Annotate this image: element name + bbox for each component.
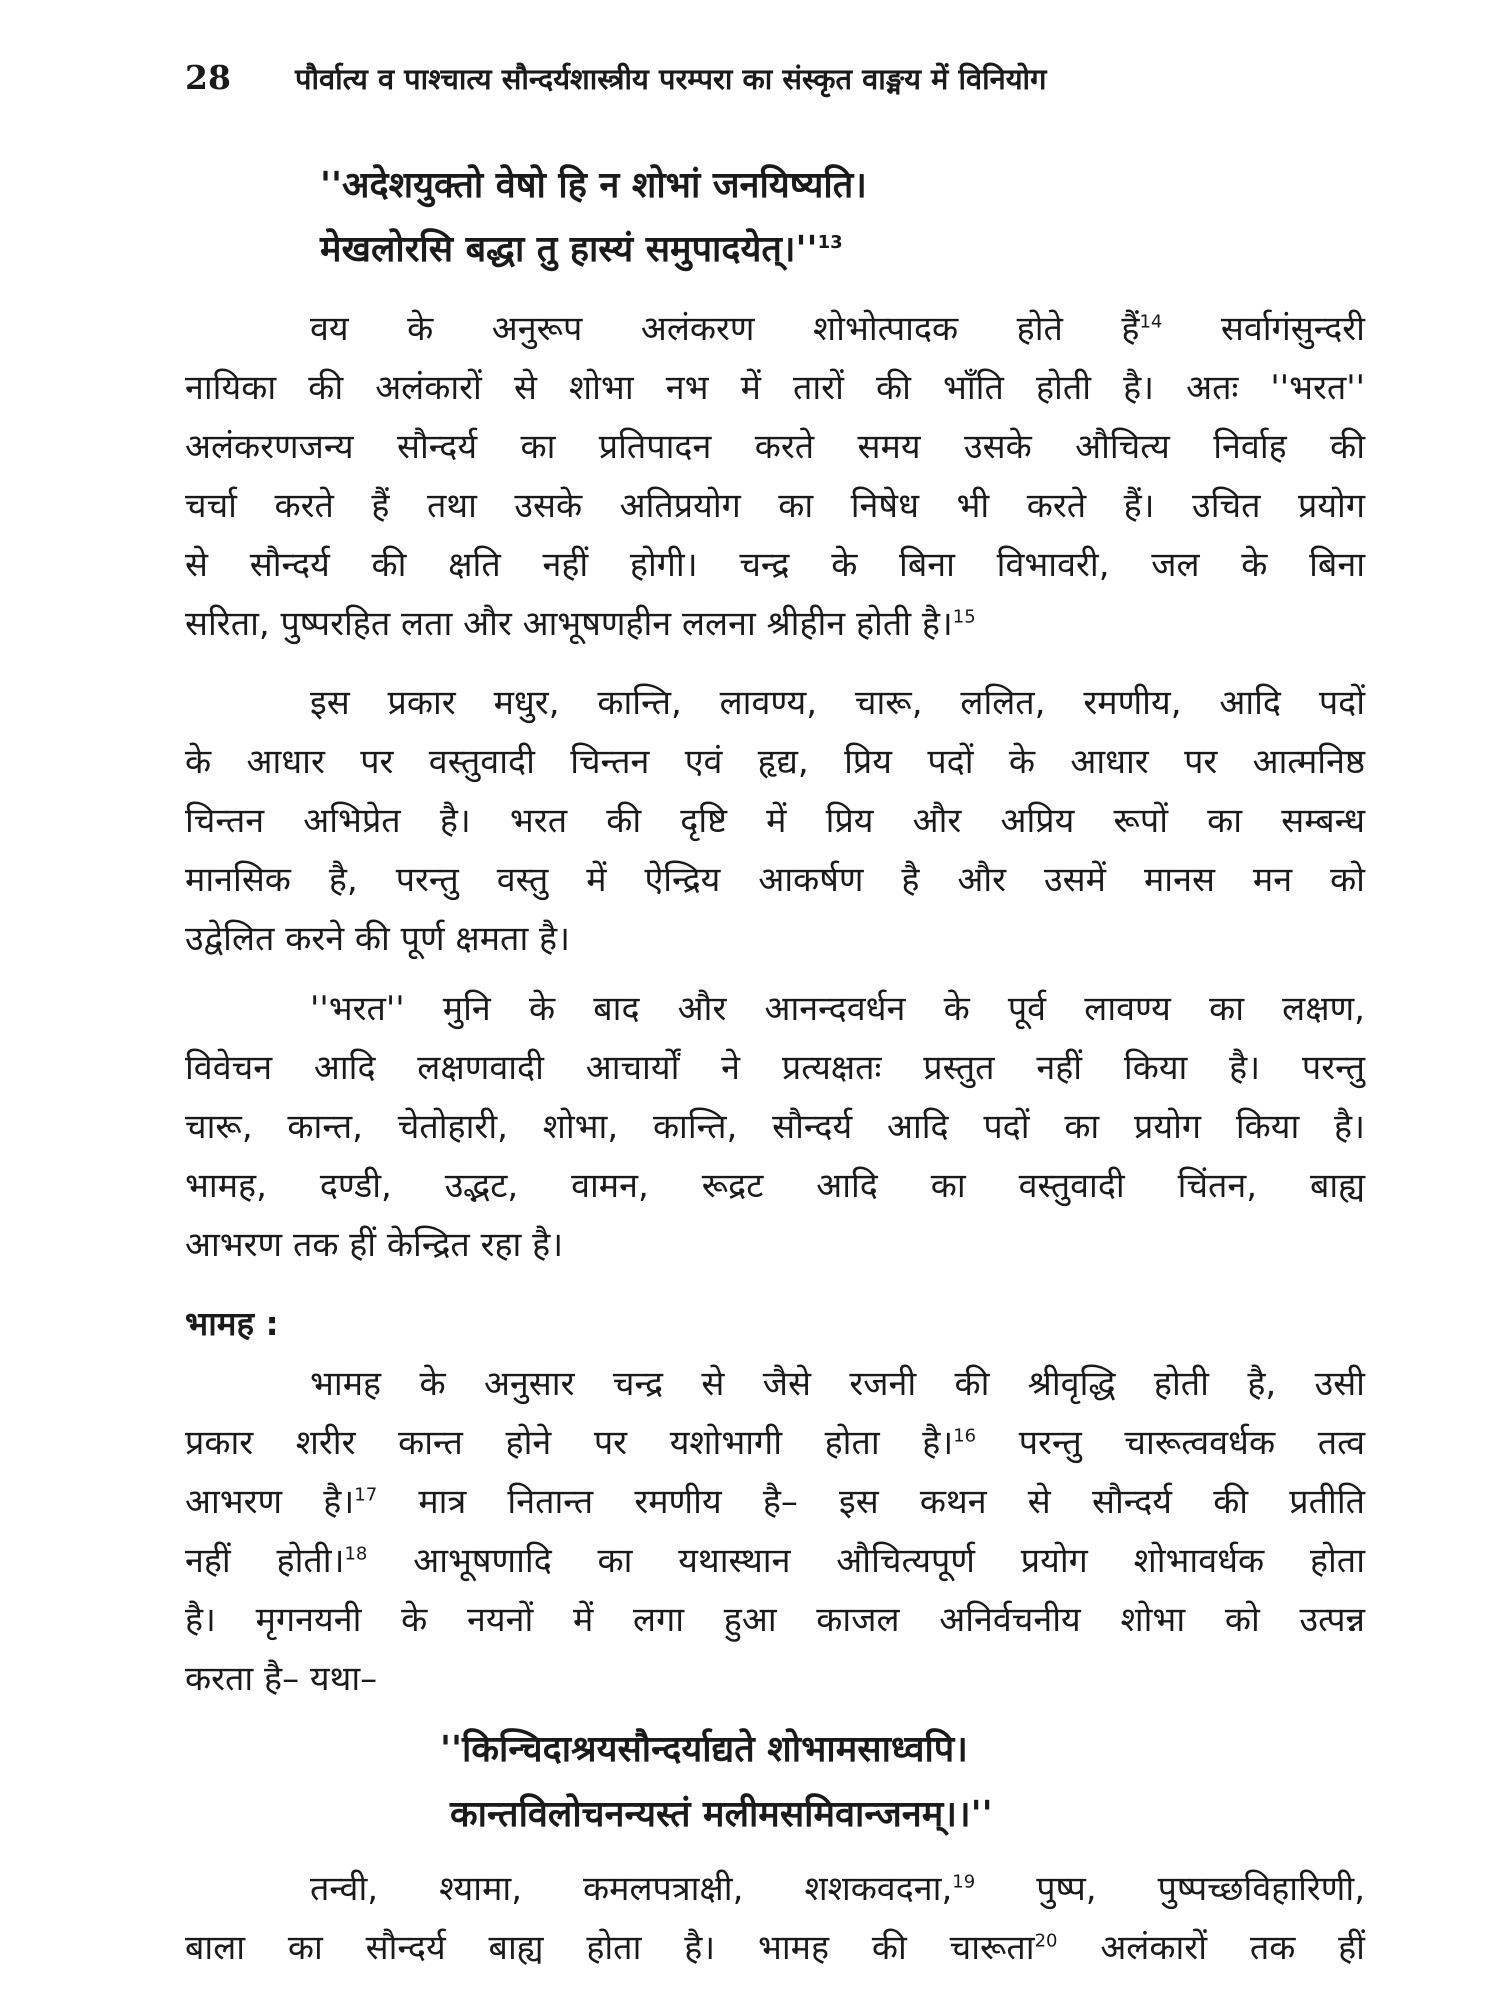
footnote-ref: 17 bbox=[354, 1484, 378, 1506]
verse-line bbox=[440, 1729, 968, 1770]
text-line: इस प्रकार मधुर, कान्ति, लावण्य, चारू, ललित, रमणीय, आदि पदों bbox=[310, 683, 1365, 723]
section-heading: भामह : bbox=[185, 1304, 279, 1343]
footnote-ref: 18 bbox=[344, 1543, 368, 1565]
footnote-ref: 15 bbox=[952, 606, 976, 628]
text-line: है। मृगनयनी के नयनों में लगा हुआ काजल अनिर्वचनीय शोभा को उत्पन्न bbox=[185, 1600, 1365, 1640]
text-line: से सौन्दर्य की क्षति नहीं होगी। चन्द्र के बिना विभावरी, जल के बिना bbox=[185, 545, 1366, 585]
footnote-ref: 19 bbox=[952, 1871, 976, 1893]
footnote-ref: 16 bbox=[953, 1425, 977, 1447]
paragraph bbox=[185, 674, 1365, 969]
text-line: बाला का सौन्दर्य बाह्य होता है। भामह की चारूता$^{20}$ अलंकारों तक हीं bbox=[185, 1928, 1365, 1968]
text-line: चर्चा करते हैं तथा उसके अतिप्रयोग का निषेध भी करते हैं। उचित प्रयोग bbox=[185, 486, 1365, 526]
paragraph bbox=[185, 980, 1365, 1275]
text-line: आभरण है।$^{17}$ मात्र नितान्त रमणीय है– इस कथन से सौन्दर्य की प्रतीति bbox=[185, 1482, 1366, 1522]
footnote-ref: 20 bbox=[1034, 1930, 1058, 1952]
paragraph bbox=[185, 1860, 1365, 1978]
text-line: वय के अनुरूप अलंकरण शोभोत्पादक होते हैं$^{14}$ सर्वागंसुन्दरी bbox=[310, 309, 1365, 349]
running-title: पौर्वात्य व पाश्चात्य सौन्दर्यशास्त्रीय परम्परा का संस्कृत वाङ्मय में विनियोग bbox=[295, 62, 1047, 96]
verse-text: कान्तविलोचनन्यस्तं मलीमसमिवान्जनम्।।'' bbox=[450, 1794, 993, 1835]
text-line: चारू, कान्त, चेतोहारी, शोभा, कान्ति, सौन्दर्य आदि पदों का प्रयोग किया है। bbox=[185, 1107, 1365, 1147]
text-line: सरिता, पुष्परहित लता और आभूषणहीन ललना श्रीहीन होती है।$^{15}$ bbox=[185, 604, 976, 644]
text-line: के आधार पर वस्तुवादी चिन्तन एवं हृद्य, प्रिय पदों के आधार पर आत्मनिष्ठ bbox=[185, 742, 1365, 782]
paragraph bbox=[185, 300, 1365, 654]
text-line: भामह, दण्डी, उद्भट, वामन, रूद्रट आदि का वस्तुवादी चिंतन, बाह्य bbox=[185, 1166, 1365, 1206]
page-header bbox=[185, 58, 1365, 98]
text-line: विवेचन आदि लक्षणवादी आचार्यों ने प्रत्यक्षतः प्रस्तुत नहीं किया है। परन्तु bbox=[185, 1048, 1365, 1088]
text-line: तन्वी, श्यामा, कमलपत्राक्षी, शशकवदना,$^{19}$ पुष्प, पुष्पच्छविहारिणी, bbox=[310, 1869, 1365, 1909]
text-line: चिन्तन अभिप्रेत है। भरत की दृष्टि में प्रिय और अप्रिय रूपों का सम्बन्ध bbox=[185, 801, 1365, 841]
verse-line bbox=[320, 165, 867, 206]
text-line: आभरण तक हीं केन्द्रित रहा है। bbox=[185, 1225, 564, 1265]
verse-text: ''किन्चिदाश्रयसौन्दर्याद्यते शोभामसाध्वपि। bbox=[440, 1729, 968, 1770]
text-line: प्रकार शरीर कान्त होने पर यशोभागी होता है।$^{16}$ परन्तु चारूत्ववर्धक तत्व bbox=[185, 1423, 1365, 1463]
text-line: मानसिक है, परन्तु वस्तु में ऐन्द्रिय आकर्षण है और उसमें मानस मन को bbox=[185, 860, 1365, 900]
text-line: भामह के अनुसार चन्द्र से जैसे रजनी की श्रीवृद्धि होती है, उसी bbox=[310, 1364, 1365, 1404]
verse-text: मेखलोरसि बद्धा तु हास्यं समुपादयेत्।'' bbox=[320, 229, 818, 270]
text-line: अलंकरणजन्य सौन्दर्य का प्रतिपादन करते समय उसके औचित्य निर्वाह की bbox=[185, 427, 1365, 467]
page-number: 28 bbox=[185, 58, 231, 97]
text-line: नायिका की अलंकारों से शोभा नभ में तारों की भाँति होती है। अतः ''भरत'' bbox=[185, 368, 1365, 408]
verse-line bbox=[320, 229, 843, 270]
footnote-ref: 14 bbox=[1139, 311, 1163, 333]
text-line: करता है– यथा– bbox=[185, 1659, 378, 1699]
verse-line bbox=[450, 1794, 993, 1835]
text-line: उद्वेलित करने की पूर्ण क्षमता है। bbox=[185, 919, 570, 959]
text-line: नहीं होती।$^{18}$ आभूषणादि का यथास्थान औचित्यपूर्ण प्रयोग शोभावर्धक होता bbox=[185, 1541, 1365, 1581]
text-line: ''भरत'' मुनि के बाद और आनन्दवर्धन के पूर्व लावण्य का लक्षण, bbox=[310, 989, 1365, 1029]
paragraph bbox=[185, 1355, 1365, 1709]
footnote-ref: 13 bbox=[817, 232, 843, 253]
verse-text: ''अदेशयुक्तो वेषो हि न शोभां जनयिष्यति। bbox=[320, 165, 867, 206]
